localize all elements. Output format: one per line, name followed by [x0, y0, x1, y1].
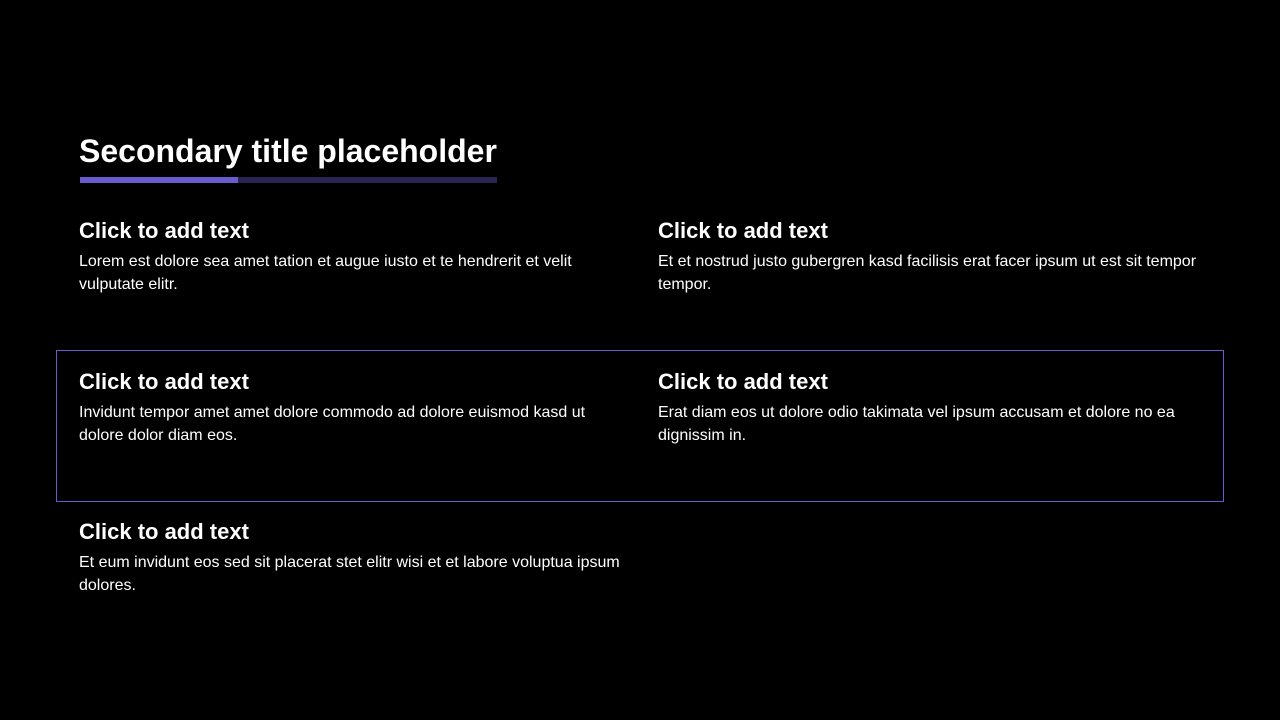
text-block-4[interactable]	[658, 367, 1208, 447]
text-block-heading[interactable]: Click to add text	[79, 519, 249, 544]
title-underline	[80, 177, 497, 183]
text-block-body[interactable]: Et eum invidunt eos sed sit placerat stet elitr wisi et et labore voluptua ipsum dolores.	[79, 554, 620, 594]
text-block-2[interactable]	[658, 216, 1208, 296]
text-block-body[interactable]: Invidunt tempor amet amet dolore commodo ad dolore euismod kasd ut dolore dolor diam eos.	[79, 404, 586, 444]
text-block-heading[interactable]: Click to add text	[79, 218, 249, 243]
slide-title[interactable]: Secondary title placeholder	[79, 133, 497, 169]
text-block-heading[interactable]: Click to add text	[658, 218, 828, 243]
text-block-body[interactable]: Et et nostrud justo gubergren kasd facilisis erat facer ipsum ut est sit tempor tempor.	[658, 253, 1197, 293]
text-block-body[interactable]: Erat diam eos ut dolore odio takimata vel ipsum accusam et dolore no ea dignissim in.	[658, 404, 1175, 444]
text-block-3[interactable]	[79, 367, 629, 447]
text-block-5[interactable]	[79, 517, 629, 597]
title-underline-accent	[80, 177, 238, 183]
text-block-1[interactable]	[79, 216, 629, 296]
text-block-body[interactable]: Lorem est dolore sea amet tation et augue iusto et te hendrerit et velit vulputate elitr.	[79, 253, 572, 293]
text-block-heading[interactable]: Click to add text	[79, 369, 249, 394]
text-block-heading[interactable]: Click to add text	[658, 369, 828, 394]
